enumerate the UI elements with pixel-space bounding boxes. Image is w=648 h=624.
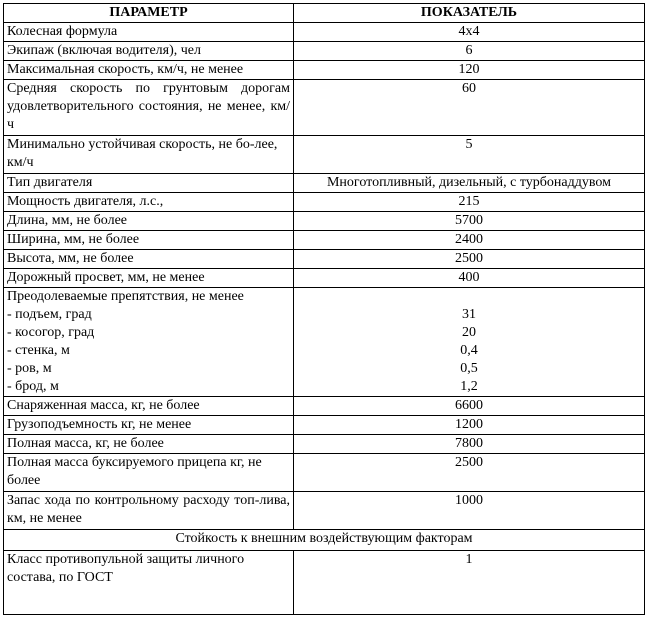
row-value-ground-clearance: 400 (294, 269, 645, 288)
row-value-max-speed: 120 (294, 61, 645, 80)
row-param-engine-power: Мощность двигателя, л.с., (4, 193, 294, 212)
row-param-engine-type: Тип двигателя (4, 174, 294, 193)
row-value-range: 1000 (294, 492, 645, 530)
row-param-max-speed: Максимальная скорость, км/ч, не менее (4, 61, 294, 80)
section-title: Стойкость к внешним воздействующим факторам (4, 530, 645, 551)
table-row-obstacles (4, 288, 645, 397)
table-row (4, 416, 645, 435)
header-value: ПОКАЗАТЕЛЬ (294, 4, 645, 23)
row-param-range: Запас хода по контрольному расходу топ-лива, км, не менее (4, 492, 294, 530)
row-param-payload: Грузоподъемность кг, не менее (4, 416, 294, 435)
obstacle-value: 31 (462, 307, 476, 322)
table-row (4, 23, 645, 42)
table-row (4, 250, 645, 269)
table-row (4, 212, 645, 231)
obstacles-values (294, 288, 645, 397)
row-value-avg-speed: 60 (294, 80, 645, 136)
row-value-height: 2500 (294, 250, 645, 269)
table-row (4, 492, 645, 530)
row-param-height: Высота, мм, не более (4, 250, 294, 269)
row-param-ground-clearance: Дорожный просвет, мм, не менее (4, 269, 294, 288)
row-value-wheel-formula: 4х4 (294, 23, 645, 42)
row-param-width: Ширина, мм, не более (4, 231, 294, 250)
row-value-curb-weight: 6600 (294, 397, 645, 416)
table-row (4, 42, 645, 61)
row-param-curb-weight: Снаряженная масса, кг, не более (4, 397, 294, 416)
obstacle-param: - брод, м (7, 379, 59, 394)
row-value-width: 2400 (294, 231, 645, 250)
row-value-crew: 6 (294, 42, 645, 61)
obstacle-value: 0,4 (460, 343, 478, 358)
table-row (4, 174, 645, 193)
obstacle-param: - стенка, м (7, 343, 70, 358)
row-param-min-speed: Минимально устойчивая скорость, не бо-лее, км/ч (4, 136, 294, 174)
row-value-payload: 1200 (294, 416, 645, 435)
obstacle-value: 1,2 (460, 379, 478, 394)
row-value-trailer-weight: 2500 (294, 454, 645, 492)
row-param-wheel-formula: Колесная формула (4, 23, 294, 42)
row-param-ballistic-protection: Класс противопульной защиты личного состава, по ГОСТ (4, 551, 294, 615)
row-param-crew: Экипаж (включая водителя), чел (4, 42, 294, 61)
obstacle-param: - косогор, град (7, 325, 95, 340)
table-row (4, 231, 645, 250)
table-row (4, 551, 645, 615)
table-row (4, 136, 645, 174)
table-row (4, 454, 645, 492)
section-row (4, 530, 645, 551)
table-body (4, 23, 645, 615)
obstacle-param: - ров, м (7, 361, 52, 376)
row-value-ballistic-protection: 1 (294, 551, 645, 615)
row-value-min-speed: 5 (294, 136, 645, 174)
row-param-gross-weight: Полная масса, кг, не более (4, 435, 294, 454)
header-row (4, 4, 645, 23)
row-param-length: Длина, мм, не более (4, 212, 294, 231)
obstacles-params (4, 288, 294, 397)
spec-table (3, 3, 645, 615)
table-row (4, 80, 645, 136)
table-header (4, 4, 645, 23)
table-row (4, 435, 645, 454)
table-row (4, 193, 645, 212)
row-value-gross-weight: 7800 (294, 435, 645, 454)
header-param: ПАРАМЕТР (4, 4, 294, 23)
table-row (4, 61, 645, 80)
table-row (4, 397, 645, 416)
obstacle-value: 0,5 (460, 361, 478, 376)
row-value-engine-power: 215 (294, 193, 645, 212)
obstacle-param: - подъем, град (7, 307, 92, 322)
row-param-avg-speed: Средняя скорость по грунтовым дорогам удовлетворительного состояния, не менее, км/ч (4, 80, 294, 136)
obstacles-title-spacer (297, 288, 641, 306)
obstacles-title: Преодолеваемые препятствия, не менее (7, 289, 244, 304)
obstacle-value: 20 (462, 325, 476, 340)
row-value-engine-type: Многотопливный, дизельный, с турбонаддувом (294, 174, 645, 193)
row-param-trailer-weight: Полная масса буксируемого прицепа кг, не более (4, 454, 294, 492)
table-row (4, 269, 645, 288)
row-value-length: 5700 (294, 212, 645, 231)
